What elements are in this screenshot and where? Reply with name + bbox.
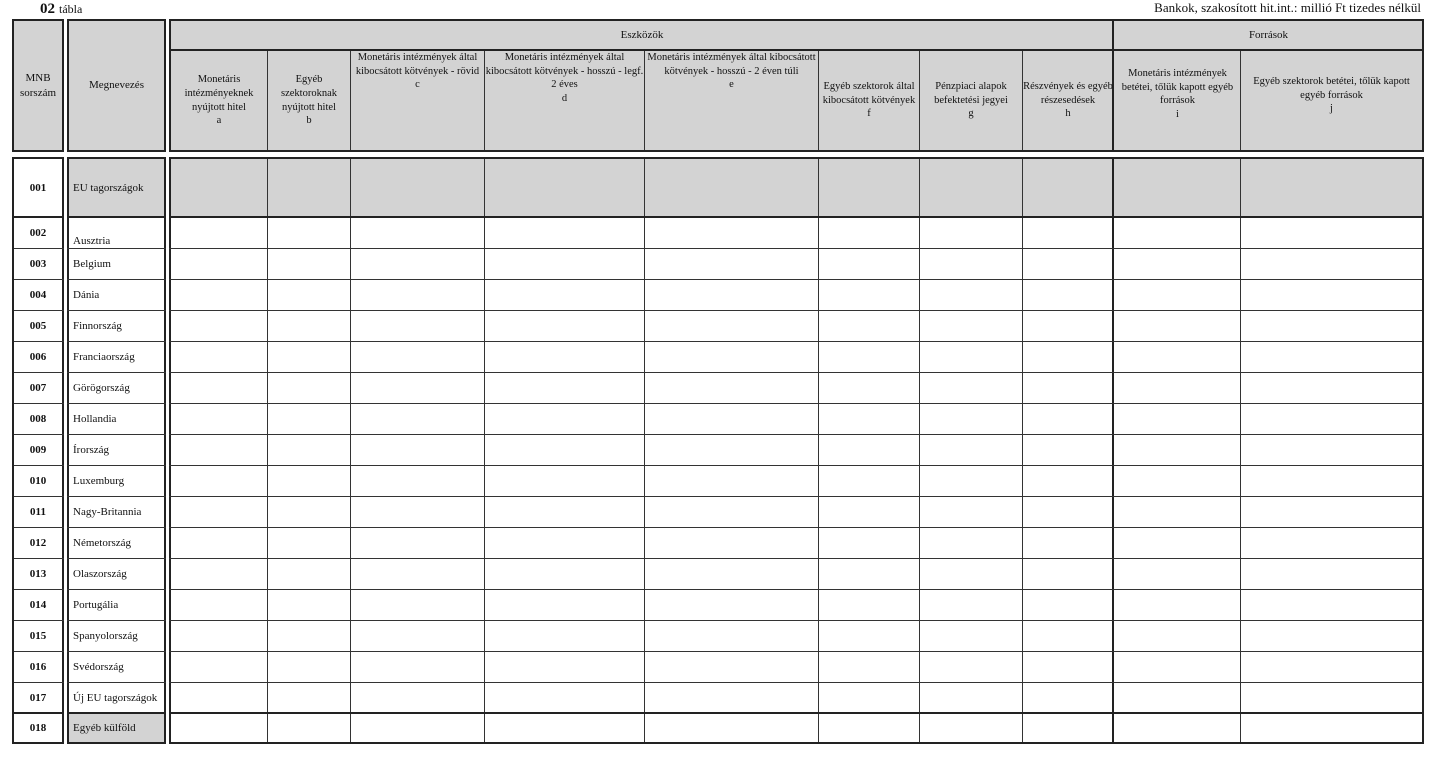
grid-vline-1: [267, 159, 268, 742]
row-name-004: Dánia: [73, 289, 100, 301]
row-num-003: 003: [29, 258, 47, 270]
hdr-divider-1: [267, 51, 268, 150]
row-num-015: 015: [29, 630, 47, 642]
row-name-013: Olaszország: [73, 568, 127, 580]
row-num-011: 011: [30, 506, 46, 518]
header-liabilities-label: Források: [1248, 29, 1289, 42]
header-assets-label: Eszközök: [620, 29, 664, 42]
eu-row-data-fill: [171, 159, 1422, 216]
header-col-e-label: Monetáris intézmények által kibocsátott kötvények - hosszú - 2 éven túli: [647, 52, 816, 77]
header-liabilities: [1115, 21, 1422, 50]
gap-1: [64, 157, 67, 744]
header-col-a-code: a: [216, 115, 222, 127]
row-num-005: 005: [29, 320, 47, 332]
header-col-b-label: Egyéb szektoroknak nyújtott hitel: [281, 74, 337, 113]
header-mnb: [12, 19, 64, 152]
row-num-004: 004: [29, 289, 47, 301]
row-num-013: 013: [29, 568, 47, 580]
header-name: [67, 19, 166, 152]
table-title: [40, 0, 82, 16]
grid-hline-2: [14, 279, 1422, 280]
header-col-d-label: Monetáris intézmények által kibocsátott kötvények - hosszú - legf. 2 éves: [485, 52, 644, 91]
header-col-j-label: Egyéb szektorok betétei, tőlük kapott egyéb források: [1253, 76, 1410, 101]
header-col-c: [351, 51, 484, 111]
row-name-012: Németország: [73, 537, 132, 549]
grid-vline-7: [1022, 159, 1023, 742]
header-col-g-code: g: [968, 108, 974, 120]
grid-hline-7: [14, 434, 1422, 435]
header-col-j: [1241, 51, 1422, 150]
grid-hline-13: [14, 620, 1422, 621]
grid-hline-eu: [12, 216, 1424, 218]
header-col-h-code: h: [1065, 108, 1071, 120]
grid-hline-10: [14, 527, 1422, 528]
row-num-012: 012: [29, 537, 47, 549]
row-name-016: Svédország: [73, 661, 124, 673]
header-col-f-label: Egyéb szektorok által kibocsátott kötvények: [822, 81, 916, 106]
header-col-f-code: f: [867, 108, 871, 120]
grid-vline-6: [919, 159, 920, 742]
grid-hline-4: [14, 341, 1422, 342]
grid-vline-4: [644, 159, 645, 742]
row-num-002: 002: [29, 227, 47, 239]
grid-hline-16: [12, 712, 1424, 714]
row-name-009: Írország: [73, 444, 110, 456]
row-num-007: 007: [29, 382, 47, 394]
grid-hline-8: [14, 465, 1422, 466]
hdr-divider-6: [919, 51, 920, 150]
table-number: 02: [40, 1, 55, 17]
header-col-j-code: j: [1330, 103, 1333, 115]
header-col-a: [171, 51, 267, 150]
row-num-008: 008: [29, 413, 47, 425]
header-col-a-label: Monetáris intézményeknek nyújtott hitel: [184, 74, 254, 113]
table-word: tábla: [59, 2, 83, 16]
header-col-b: [268, 51, 350, 150]
row-name-014: Portugália: [73, 599, 119, 611]
grid-vline-3: [484, 159, 485, 742]
row-num-001: 001: [29, 181, 47, 194]
header-col-c-label: Monetáris intézmények által kibocsátott kötvények - rövid: [355, 52, 480, 77]
grid-hline-12: [14, 589, 1422, 590]
grid-hline-9: [14, 496, 1422, 497]
grid-hline-15: [14, 682, 1422, 683]
header-col-d-code: d: [561, 92, 568, 104]
grid-hline-14: [14, 651, 1422, 652]
row-name-003: Belgium: [73, 258, 111, 270]
row-name-001: EU tagországok: [73, 181, 144, 194]
grid-hline-1: [14, 248, 1422, 249]
grid-hline-5: [14, 372, 1422, 373]
header-col-e: [645, 51, 818, 111]
row-num-009: 009: [29, 444, 47, 456]
row-num-010: 010: [29, 475, 47, 487]
header-col-f: [819, 51, 919, 150]
data-grid: [169, 157, 1424, 744]
header-assets: [171, 21, 1113, 50]
row-name-007: Görögország: [73, 382, 130, 394]
table-subtitle: Bankok, szakosított hit.int.: millió Ft tizedes nélkül: [1154, 0, 1421, 15]
grid-vline-8: [1240, 159, 1241, 742]
row-name-011: Nagy-Britannia: [73, 506, 142, 518]
header-col-i-label: Monetáris intézmények betétei, tőlük kapott egyéb források: [1121, 68, 1234, 107]
row-name-008: Hollandia: [73, 413, 117, 425]
header-mnb-label: MNB sorszám: [19, 72, 57, 99]
header-col-g: [920, 51, 1022, 150]
header-col-d: [485, 51, 644, 111]
row-name-005: Finnország: [73, 320, 122, 332]
header-col-e-code: e: [729, 79, 734, 91]
header-col-b-code: b: [306, 115, 312, 127]
grid-hline-3: [14, 310, 1422, 311]
hdr-divider-7: [1022, 51, 1023, 150]
header-name-label: Megnevezés: [89, 79, 144, 92]
row-num-006: 006: [29, 351, 47, 363]
gap-2: [166, 157, 169, 744]
row-name-017: Új EU tagországok: [73, 692, 158, 704]
grid-vline-assets-liab: [1112, 159, 1114, 742]
header-col-c-code: c: [415, 79, 420, 91]
row-num-017: 017: [29, 692, 47, 704]
grid-vline-5: [818, 159, 819, 742]
row-num-016: 016: [29, 661, 47, 673]
grid-vline-2: [350, 159, 351, 742]
grid-hline-11: [14, 558, 1422, 559]
row-name-006: Franciaország: [73, 351, 135, 363]
row-name-010: Luxemburg: [73, 475, 125, 487]
row-num-018: 018: [29, 722, 47, 734]
row-name-015: Spanyolország: [73, 630, 138, 642]
hdr-divider-3: [484, 51, 485, 150]
row-name-002: Ausztria: [73, 235, 111, 247]
row-name-018: Egyéb külföld: [73, 722, 136, 734]
header-col-g-label: Pénzpiaci alapok befektetési jegyei: [934, 81, 1008, 106]
hdr-divider-2: [350, 51, 351, 150]
hdr-divider-5: [818, 51, 819, 150]
header-col-h: [1023, 51, 1113, 150]
hdr-divider-4: [644, 51, 645, 150]
header-col-i: [1115, 51, 1240, 150]
grid-hline-6: [14, 403, 1422, 404]
header-col-h-label: Részvények és egyéb részesedések: [1023, 81, 1113, 106]
row-num-014: 014: [29, 599, 47, 611]
hdr-divider-8: [1240, 51, 1241, 150]
header-col-i-code: i: [1176, 108, 1179, 120]
